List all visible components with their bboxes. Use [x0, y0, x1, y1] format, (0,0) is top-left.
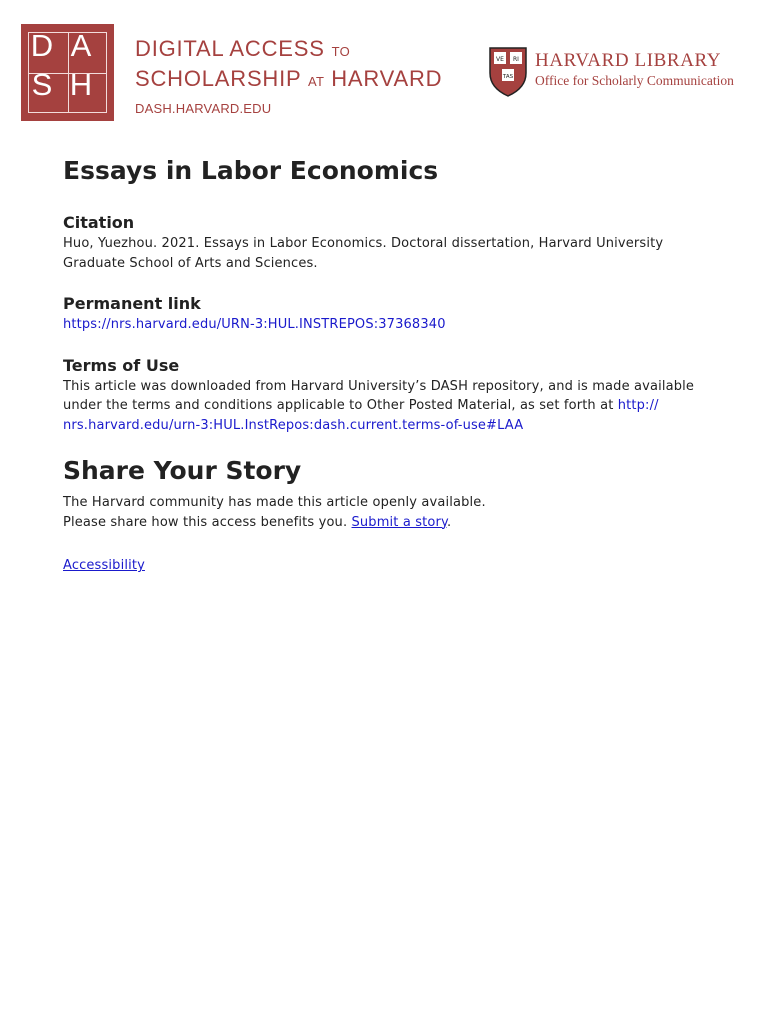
document-title: Essays in Labor Economics	[63, 156, 439, 185]
dash-logo-letter: D	[30, 28, 54, 63]
dash-logo-letter: A	[70, 28, 92, 63]
permanent-link[interactable]: https://nrs.harvard.edu/URN-3:HUL.INSTREPOS:37368340	[63, 317, 446, 332]
dash-url: DASH.HARVARD.EDU	[135, 101, 272, 116]
permanent-link-heading: Permanent link	[63, 294, 201, 313]
terms-link-continued[interactable]: nrs.harvard.edu/urn-3:HUL.InstRepos:dash.current.terms-of-use#LAA	[63, 417, 524, 433]
dash-wordmark	[135, 35, 442, 116]
shield-letters: VE	[496, 56, 504, 63]
share-text: The Harvard community has made this article openly available. Please share how this access benefits you. Submit a story.	[63, 495, 486, 530]
dash-wordmark-line2: SCHOLARSHIP AT HARVARD	[135, 66, 443, 91]
accessibility-line	[63, 556, 713, 576]
accessibility-link[interactable]: Accessibility	[63, 558, 145, 573]
terms-heading: Terms of Use	[63, 355, 180, 375]
shield-letters: RI	[513, 56, 519, 63]
permanent-link-line	[63, 315, 713, 335]
citation-text: Huo, Yuezhou. 2021. Essays in Labor Economics. Doctoral dissertation, Harvard University Graduate School of Arts and Sciences.	[63, 236, 664, 271]
harvard-library-subtitle: Office for Scholarly Communication	[535, 73, 734, 88]
citation-heading: Citation	[63, 213, 135, 232]
harvard-library-title: HARVARD LIBRARY	[535, 50, 722, 71]
shield-letters: TAS	[502, 74, 514, 80]
submit-story-link[interactable]: Submit a story	[351, 514, 447, 530]
terms-text: This article was downloaded from Harvard University’s DASH repository, and is made available under the terms and conditions applicable to Other Posted Material, as set forth at http:// nrs.harvard.edu/urn-3:HUL.InstRepos:dash.current.terms-of-use#LAA	[63, 378, 695, 433]
harvard-library-wordmark	[535, 50, 734, 90]
terms-link[interactable]: http://	[617, 398, 659, 413]
cover-content	[63, 152, 713, 576]
harvard-shield-icon	[489, 47, 527, 97]
dash-logo	[21, 24, 114, 121]
dash-logo-letter: S	[31, 67, 53, 102]
dash-wordmark-line1: DIGITAL ACCESS TO	[135, 36, 351, 61]
dash-logo-letter: H	[69, 67, 93, 102]
share-heading: Share Your Story	[63, 456, 302, 485]
